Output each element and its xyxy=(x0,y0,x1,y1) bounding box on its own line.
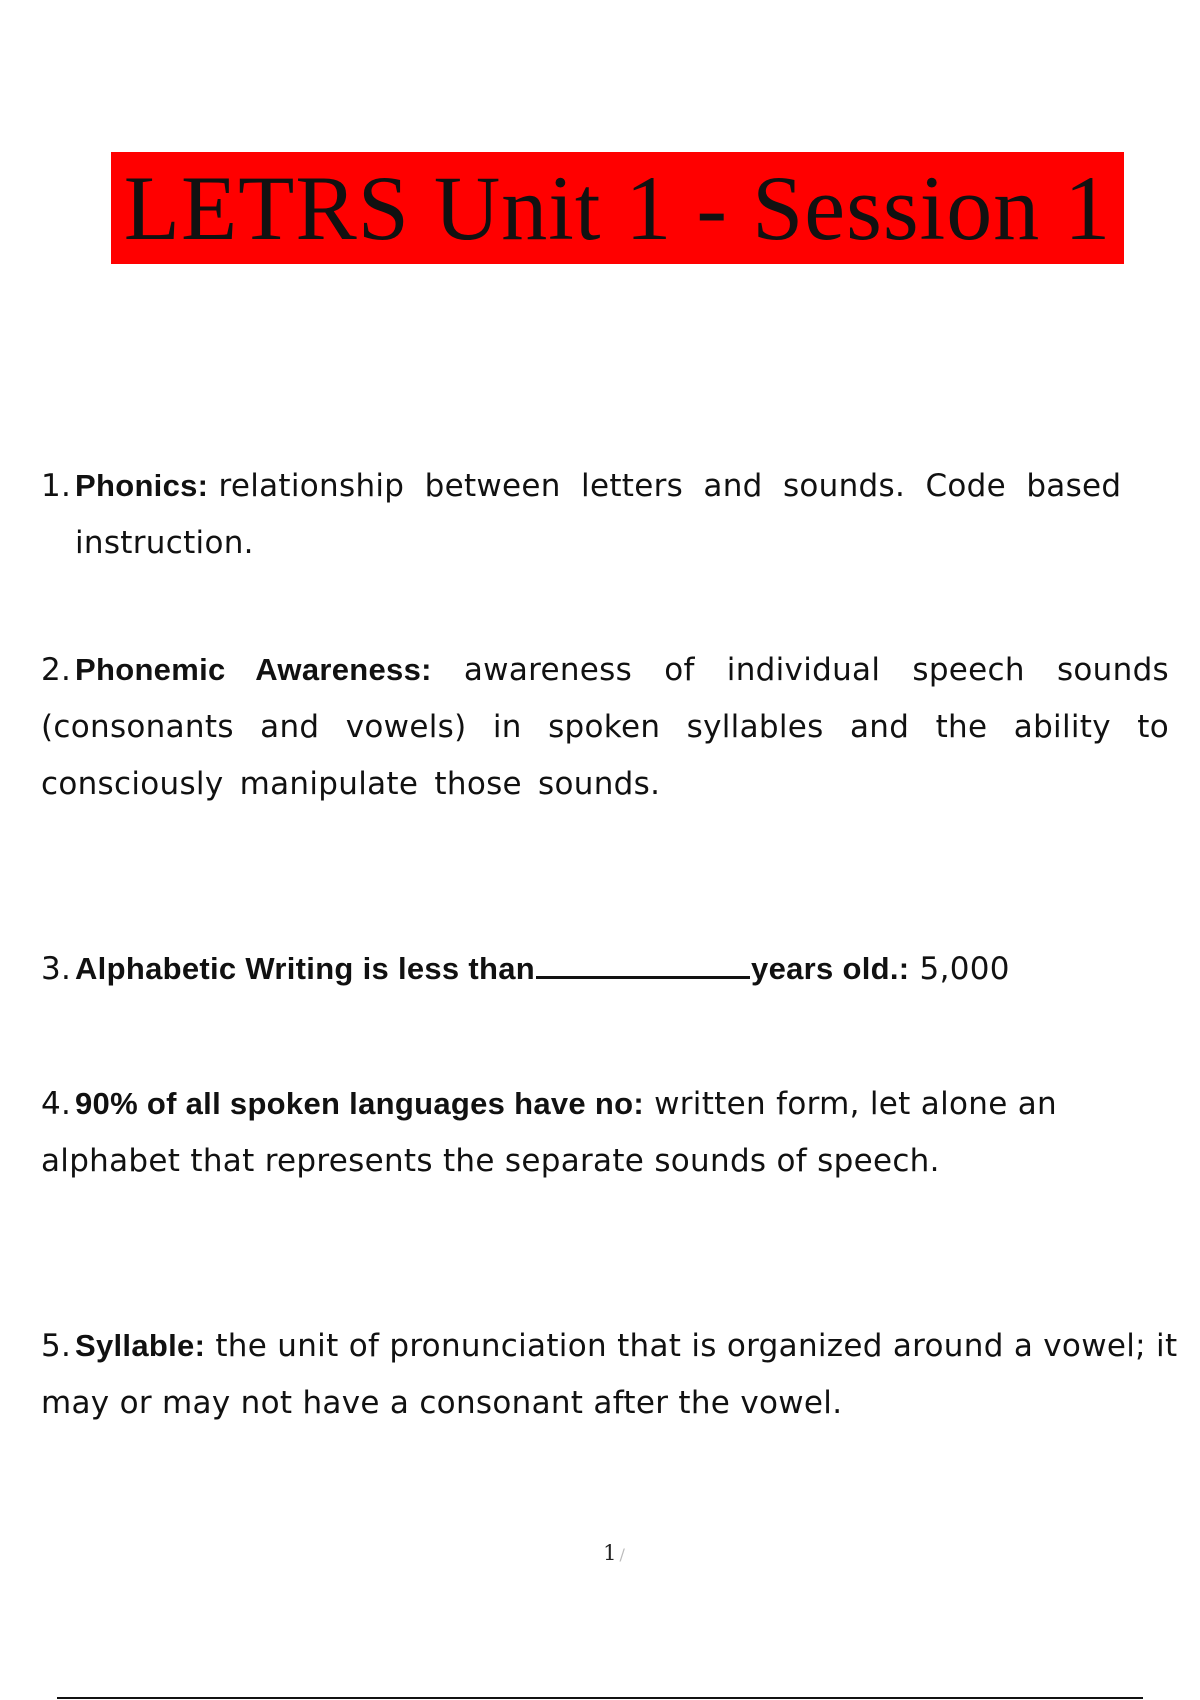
list-item-phonics xyxy=(41,457,1200,572)
item-definition: written form, let alone an alphabet that represents the separate sounds of speech. xyxy=(41,1086,1057,1179)
item-term: 90% of all spoken languages have no: xyxy=(75,1086,644,1121)
list-item-phonemic-awareness xyxy=(41,641,1169,813)
item-answer: 5,000 xyxy=(909,951,1010,987)
item-number: 1. xyxy=(41,468,72,504)
item-definition: the unit of pronunciation that is organized around a vowel; it may or may not have a consonant after the vowel. xyxy=(41,1328,1178,1421)
list-item-spoken-languages xyxy=(41,1075,1081,1190)
item-number: 5. xyxy=(41,1328,72,1364)
item-term: Phonics: xyxy=(75,468,209,503)
item-definition: relationship between letters and sounds. Code based xyxy=(208,468,1122,504)
item-number: 2. xyxy=(41,652,72,688)
fill-in-blank xyxy=(536,954,750,979)
page-number-suffix: / xyxy=(619,1545,625,1564)
item-term: Syllable: xyxy=(75,1328,206,1363)
item-term: Phonemic Awareness: xyxy=(75,652,432,687)
page-title: LETRS Unit 1 - Session 1 xyxy=(123,157,1112,259)
footer-divider xyxy=(57,1697,1143,1699)
item-term: Alphabetic Writing is less than xyxy=(75,951,536,986)
item-number: 4. xyxy=(41,1086,72,1122)
item-definition: awareness of individual speech sounds (consonants and vowels) in spoken syllables and the ability to consciously manipulate those sounds. xyxy=(41,652,1169,802)
title-banner xyxy=(111,152,1124,264)
list-item-alphabetic-writing xyxy=(41,940,1169,998)
item-number: 3. xyxy=(41,951,72,987)
list-item-syllable xyxy=(41,1317,1179,1432)
page-number-value: 1 xyxy=(603,1541,617,1565)
item-definition-continued: instruction. xyxy=(75,525,254,561)
item-term-continued: years old.: xyxy=(751,951,910,986)
page-number xyxy=(0,1541,1200,1565)
